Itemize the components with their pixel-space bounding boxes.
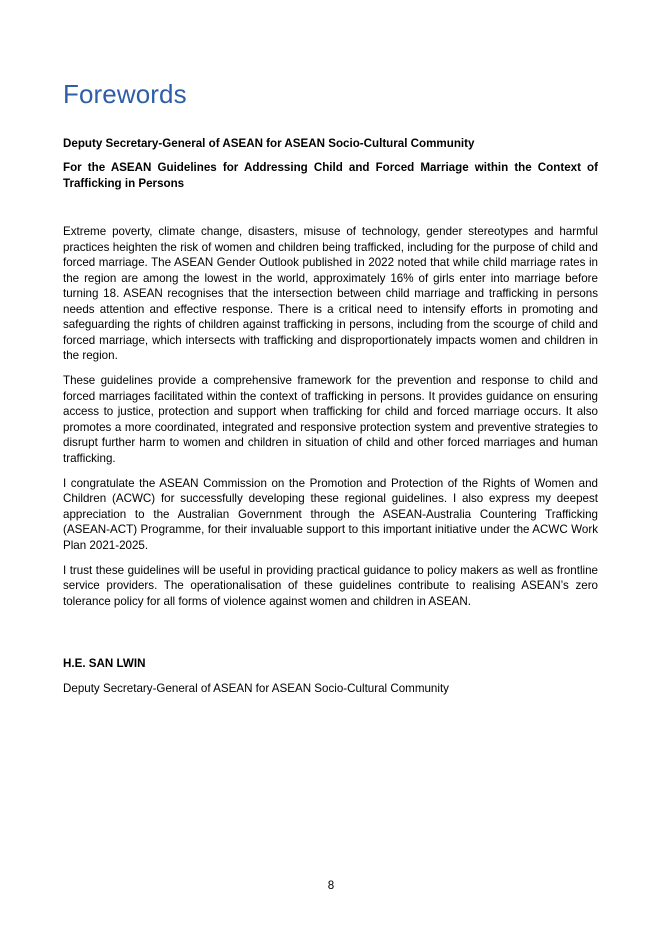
body-paragraph-1: Extreme poverty, climate change, disasters, misuse of technology, gender stereotypes and harmful practices heighten the risk of women and children being trafficked, including for the purpose of child and forced marriage. The ASEAN Gender Outlook published in 2022 noted that while child marriage rates in the region are among the lowest in the world, approximately 16% of girls enter into marriage before turning 18. ASEAN recognises that the intersection between child marriage and trafficking in persons needs attention and effective response. There is a critical need to intensify efforts in promoting and safeguarding the rights of children against trafficking in persons, including from the scourge of child and forced marriage, which intersects with trafficking and disproportionately impacts women and children in the region. [63,225,598,362]
foreword-author-heading: Deputy Secretary-General of ASEAN for ASEAN Socio-Cultural Community [63,137,475,150]
signatory-name: H.E. SAN LWIN [63,657,146,670]
signatory-title: Deputy Secretary-General of ASEAN for ASEAN Socio-Cultural Community [63,682,449,695]
page-number: 8 [327,879,335,892]
foreword-subject-heading: For the ASEAN Guidelines for Addressing Child and Forced Marriage within the Context of Trafficking in Persons [63,161,598,190]
page-title: Forewords [63,79,187,109]
body-paragraph-2: These guidelines provide a comprehensive framework for the prevention and response to child and forced marriages facilitated within the context of trafficking in persons. It provides guidance on ensuring access to justice, protection and support when trafficking for child and forced marriage occurs. It also promotes a more coordinated, integrated and responsive protection system and preventive strategies to disrupt further harm to women and children in situation of child and other forced marriages and human trafficking. [63,374,598,465]
body-paragraph-4: I trust these guidelines will be useful in providing practical guidance to policy makers as well as frontline service providers. The operationalisation of these guidelines contribute to realising ASEAN’s zero tolerance policy for all forms of violence against women and children in ASEAN. [63,563,598,608]
foreword-body [63,224,598,619]
body-paragraph-3: I congratulate the ASEAN Commission on the Promotion and Protection of the Rights of Women and Children (ACWC) for successfully developing these regional guidelines. I also express my deepest appreciation to the Australian Government through the ASEAN-Australia Countering Trafficking (ASEAN-ACT) Programme, for their invaluable support to this important initiative under the ACWC Work Plan 2021-2025. [63,476,598,552]
